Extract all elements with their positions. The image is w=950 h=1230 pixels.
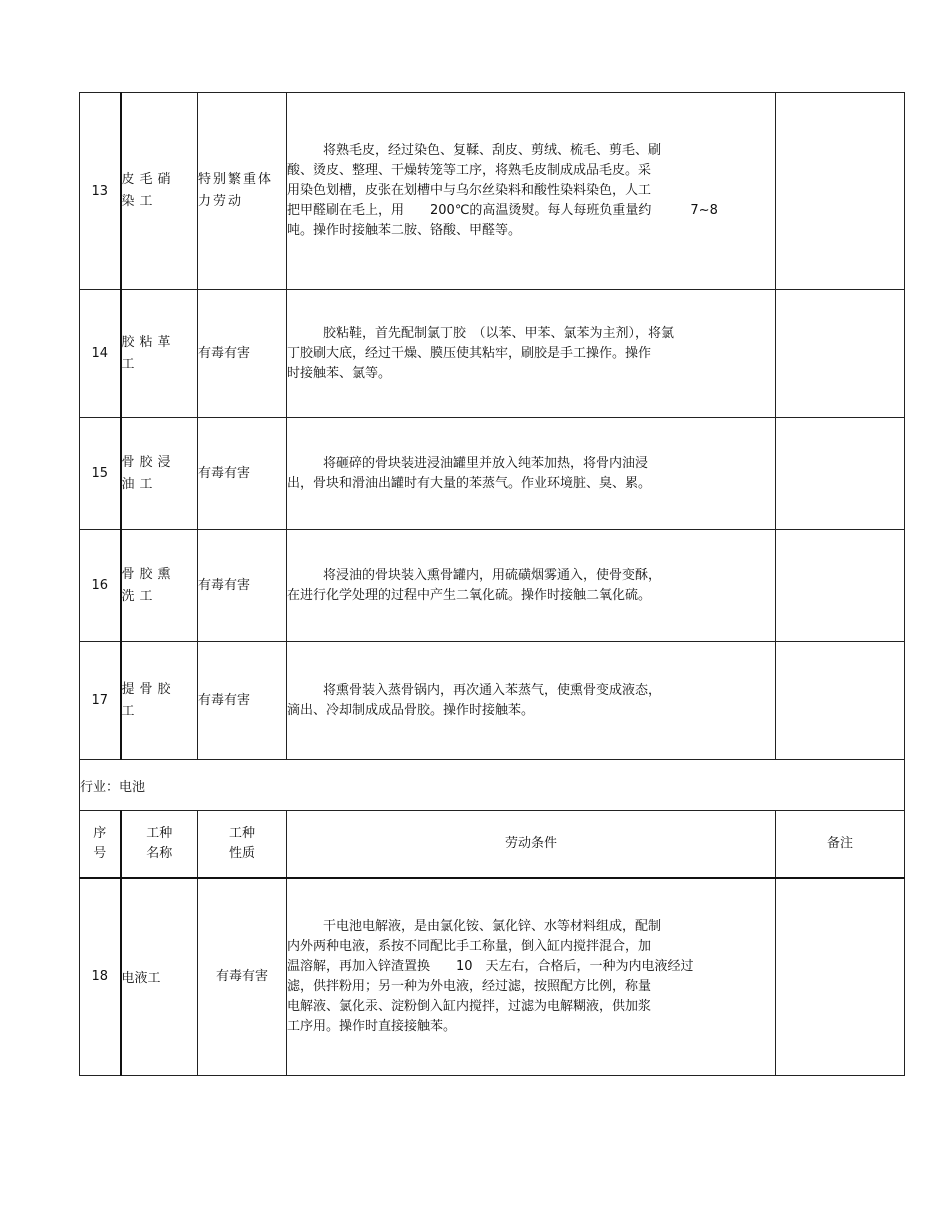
job-nature: 有毒有害 — [198, 418, 287, 530]
job-nature: 有毒有害 — [198, 530, 287, 642]
table-row — [80, 418, 905, 530]
job-name: 骨胶浸 油工 — [121, 418, 198, 530]
remark-cell — [776, 290, 905, 418]
row-number: 15 — [80, 418, 121, 530]
job-name: 提骨胶 工 — [121, 642, 198, 760]
labor-conditions: 将熟毛皮，经过染色、复鞣、刮皮、剪绒、梳毛、剪毛、刷 酸、烫皮、整理、干燥转笼等工序，将熟毛皮制成成品毛皮。采 用染色划槽，皮张在划槽中与乌尔丝染料和酸性染料染色，人工 把甲醛刷在毛上，用 200℃的高温烫熨。每人每班负重量约 7~8 吨。操作时接触苯二胺、铬酸、甲醛等。 — [287, 93, 776, 290]
job-name: 电液工 — [121, 878, 198, 1075]
remark-cell — [776, 878, 905, 1075]
labor-conditions-table — [79, 92, 905, 1076]
table-row — [80, 93, 905, 290]
labor-conditions: 将浸油的骨块装入熏骨罐内，用硫磺烟雾通入，使骨变酥， 在进行化学处理的过程中产生二氧化硫。操作时接触二氧化硫。 — [287, 530, 776, 642]
header-labor-conditions: 劳动条件 — [287, 811, 776, 879]
header-job-nature: 工种 性质 — [198, 811, 287, 879]
header-job-name: 工种 名称 — [121, 811, 198, 879]
remark-cell — [776, 642, 905, 760]
table-row — [80, 878, 905, 1075]
remark-cell — [776, 530, 905, 642]
labor-conditions: 胶粘鞋，首先配制氯丁胶 （以苯、甲苯、氯苯为主剂），将氯 丁胶刷大底，经过干燥、膜压使其粘牢，刷胶是手工操作。操作 时接触苯、氯等。 — [287, 290, 776, 418]
job-nature: 有毒有害 — [198, 642, 287, 760]
row-number: 17 — [80, 642, 121, 760]
job-nature: 特别繁重体力劳动 — [198, 93, 287, 290]
job-nature: 有毒有害 — [198, 290, 287, 418]
header-number: 序 号 — [80, 811, 121, 879]
table-row — [80, 642, 905, 760]
job-name: 胶粘革 工 — [121, 290, 198, 418]
row-number: 16 — [80, 530, 121, 642]
table-header-row — [80, 811, 905, 879]
row-number: 18 — [80, 878, 121, 1075]
labor-conditions: 将熏骨装入蒸骨锅内，再次通入苯蒸气，使熏骨变成液态， 滴出、冷却制成成品骨胶。操作时接触苯。 — [287, 642, 776, 760]
header-remark: 备注 — [776, 811, 905, 879]
labor-conditions: 干电池电解液，是由氯化铵、氯化锌、水等材料组成，配制 内外两种电液，系按不同配比手工称量，倒入缸内搅拌混合，加 温溶解，再加入锌渣置换 10 天左右，合格后，一种为内电液经过 滤，供拌粉用；另一种为外电液，经过滤，按照配方比例，称量 电解液、氯化汞、淀粉倒入缸内搅拌，过滤为电解糊液，供加浆 工序用。操作时直接接触苯。 — [287, 878, 776, 1075]
remark-cell — [776, 93, 905, 290]
job-name: 骨胶熏 洗工 — [121, 530, 198, 642]
job-name: 皮毛硝 染工 — [121, 93, 198, 290]
table-row — [80, 290, 905, 418]
industry-label: 行业：电池 — [80, 760, 905, 811]
job-nature: 有毒有害 — [198, 878, 287, 1075]
row-number: 14 — [80, 290, 121, 418]
table-row — [80, 530, 905, 642]
industry-section-row — [80, 760, 905, 811]
labor-conditions: 将砸碎的骨块装进浸油罐里并放入纯苯加热，将骨内油浸 出，骨块和滑油出罐时有大量的苯蒸气。作业环境脏、臭、累。 — [287, 418, 776, 530]
row-number: 13 — [80, 93, 121, 290]
remark-cell — [776, 418, 905, 530]
